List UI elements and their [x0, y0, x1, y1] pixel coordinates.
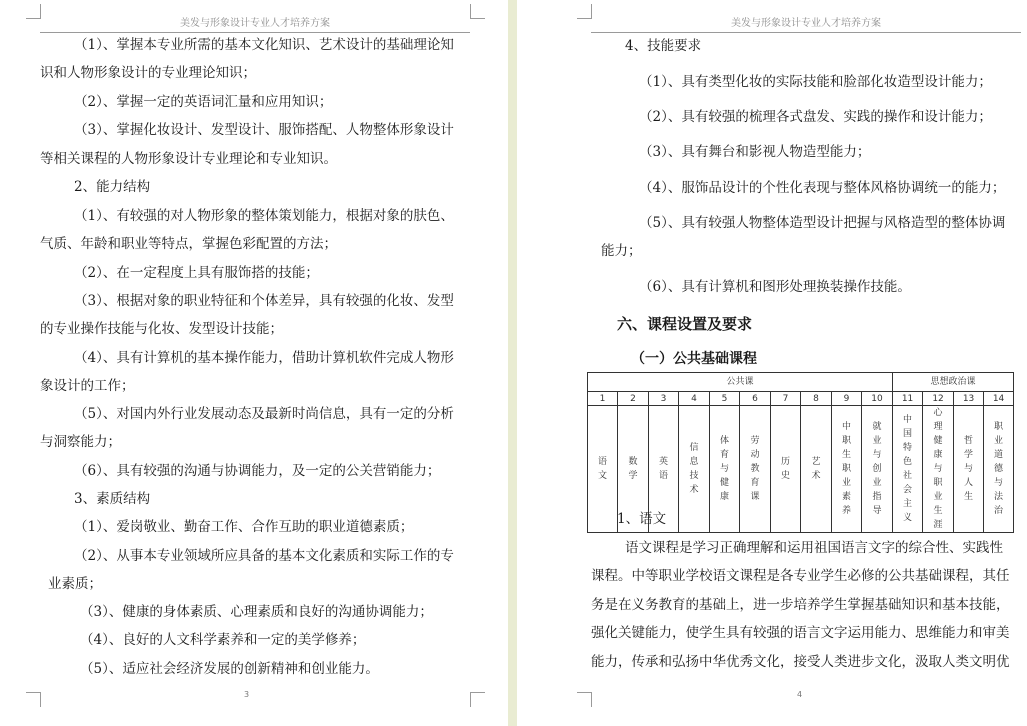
course-name: 历史 [780, 457, 790, 481]
course-name: 心理健康与职业生涯 [933, 408, 943, 530]
section-heading: 1、语文 [617, 511, 667, 527]
col-number: 7 [771, 392, 801, 406]
page-header: 美发与形象设计专业人才培养方案 [591, 16, 1021, 33]
course-name-cell [710, 406, 740, 533]
text-line: 象设计的工作； [40, 378, 135, 394]
course-name: 信息技术 [689, 443, 699, 495]
col-number: 3 [649, 392, 679, 406]
text-line: （1）、掌握本专业所需的基本文化知识、艺术设计的基础理论知 [74, 37, 454, 53]
page-number: 3 [244, 690, 250, 699]
col-number: 1 [588, 392, 618, 406]
text-line: （3）、根据对象的职业特征和个体差异，具有较强的化妆、发型 [74, 293, 454, 309]
text-line: （1）、具有类型化妆的实际技能和脸部化妆造型设计能力； [639, 74, 992, 90]
section-title: 六、课程设置及要求 [617, 315, 753, 333]
text-line: 能力； [601, 243, 642, 259]
course-name-cell [832, 406, 862, 533]
text-line: （4）、服饰品设计的个性化表现与整体风格协调统一的能力； [639, 180, 1006, 196]
course-name: 中职生职业素养 [841, 422, 851, 516]
course-name: 艺术 [811, 457, 821, 481]
crop-mark [26, 692, 41, 707]
text-line: （4）、良好的人文科学素养和一定的美学修养； [80, 632, 366, 648]
text-line: （2）、从事本专业领域所应具备的基本文化素质和实际工作的专 [74, 548, 454, 564]
course-name-cell [771, 406, 801, 533]
col-number: 13 [954, 392, 984, 406]
col-number: 14 [984, 392, 1014, 406]
text-line: （2）、具有较强的梳理各式盘发、实践的操作和设计能力； [639, 109, 992, 125]
col-number: 12 [923, 392, 954, 406]
text-line: 课程。中等职业学校语文课程是各专业学生必修的公共基础课程，其任 [591, 568, 1010, 584]
text-line: （5）、适应社会经济发展的创新精神和创业能力。 [80, 661, 379, 677]
page-gap [508, 0, 517, 726]
subsection-title: （一）公共基础课程 [631, 351, 757, 367]
text-line: （5）、对国内外行业发展动态及最新时尚信息，具有一定的分析 [74, 406, 454, 422]
page-3 [0, 0, 508, 726]
text-line: 强化关键能力，使学生具有较强的语言文字运用能力、思维能力和审美 [591, 625, 1010, 641]
course-name: 体育与健康 [719, 436, 729, 502]
course-name-cell [801, 406, 832, 533]
course-name: 劳动教育课 [750, 436, 760, 502]
col-number: 5 [710, 392, 740, 406]
text-line: （2）、掌握一定的英语词汇量和应用知识； [74, 94, 333, 110]
section-heading: 2、能力结构 [74, 179, 151, 195]
course-name-cell [984, 406, 1014, 533]
col-number: 9 [832, 392, 862, 406]
crop-mark [470, 692, 485, 707]
course-name-cell [740, 406, 771, 533]
group-header: 公共课 [588, 373, 893, 392]
section-heading: 3、素质结构 [74, 491, 151, 507]
col-number: 2 [618, 392, 649, 406]
course-name: 就业与创业指导 [872, 422, 882, 516]
course-name-cell [862, 406, 893, 533]
course-name-cell [954, 406, 984, 533]
course-name: 哲学与人生 [964, 436, 974, 502]
text-line: （4）、具有计算机的基本操作能力，借助计算机软件完成人物形 [74, 350, 454, 366]
col-number: 6 [740, 392, 771, 406]
page-4 [517, 0, 1027, 726]
text-line: 与洞察能力； [40, 434, 121, 450]
text-line: （1）、有较强的对人物形象的整体策划能力，根据对象的肤色、 [74, 208, 454, 224]
text-line: （3）、掌握化妆设计、发型设计、服饰搭配、人物整体形象设计 [74, 122, 454, 138]
page-header: 美发与形象设计专业人才培养方案 [40, 16, 470, 33]
text-line: 气质、年龄和职业等特点，掌握色彩配置的方法； [40, 236, 337, 252]
text-line: 业素质； [48, 576, 102, 592]
col-number: 4 [679, 392, 710, 406]
text-line: （6）、具有较强的沟通与协调能力，及一定的公关营销能力； [74, 463, 441, 479]
course-name-cell [679, 406, 710, 533]
text-line: （1）、爱岗敬业、勤奋工作、合作互助的职业道德素质； [74, 519, 414, 535]
page-number: 4 [797, 690, 803, 699]
text-line: （3）、具有舞台和影视人物造型能力； [639, 144, 871, 160]
section-heading: 4、技能要求 [625, 38, 702, 54]
text-line: 能力，传承和弘扬中华优秀文化，接受人类进步文化，汲取人类文明优 [591, 654, 1010, 670]
text-line: （3）、健康的身体素质、心理素质和良好的沟通协调能力； [80, 604, 433, 620]
text-line: 的专业操作技能与化妆、发型设计技能； [40, 321, 283, 337]
text-line: 语文课程是学习正确理解和运用祖国语言文字的综合性、实践性 [625, 540, 1003, 556]
course-name: 中国特色社会主义 [903, 415, 913, 523]
course-name: 数学 [628, 457, 638, 481]
course-name: 英语 [658, 457, 668, 481]
col-number: 8 [801, 392, 832, 406]
crop-mark [577, 4, 592, 19]
course-name-cell [588, 406, 618, 533]
crop-mark [470, 4, 485, 19]
crop-mark [577, 692, 592, 707]
text-line: （2）、在一定程度上具有服饰搭的技能； [74, 265, 319, 281]
text-line: 等相关课程的人物形象设计专业理论和专业知识。 [40, 151, 337, 167]
text-line: （5）、具有较强人物整体造型设计把握与风格造型的整体协调 [639, 215, 1006, 231]
text-line: 务是在义务教育的基础上，进一步培养学生掌握基础知识和基本技能， [591, 597, 1010, 613]
course-name-cell [893, 406, 923, 533]
text-line: （6）、具有计算机和图形处理换装操作技能。 [639, 279, 911, 295]
course-name-cell [923, 406, 954, 533]
group-header: 思想政治课 [893, 373, 1014, 392]
col-number: 10 [862, 392, 893, 406]
course-name: 职业道德与法治 [994, 422, 1004, 516]
course-name: 语文 [597, 457, 607, 481]
crop-mark [26, 4, 41, 19]
col-number: 11 [893, 392, 923, 406]
text-line: 识和人物形象设计的专业理论知识； [40, 65, 256, 81]
